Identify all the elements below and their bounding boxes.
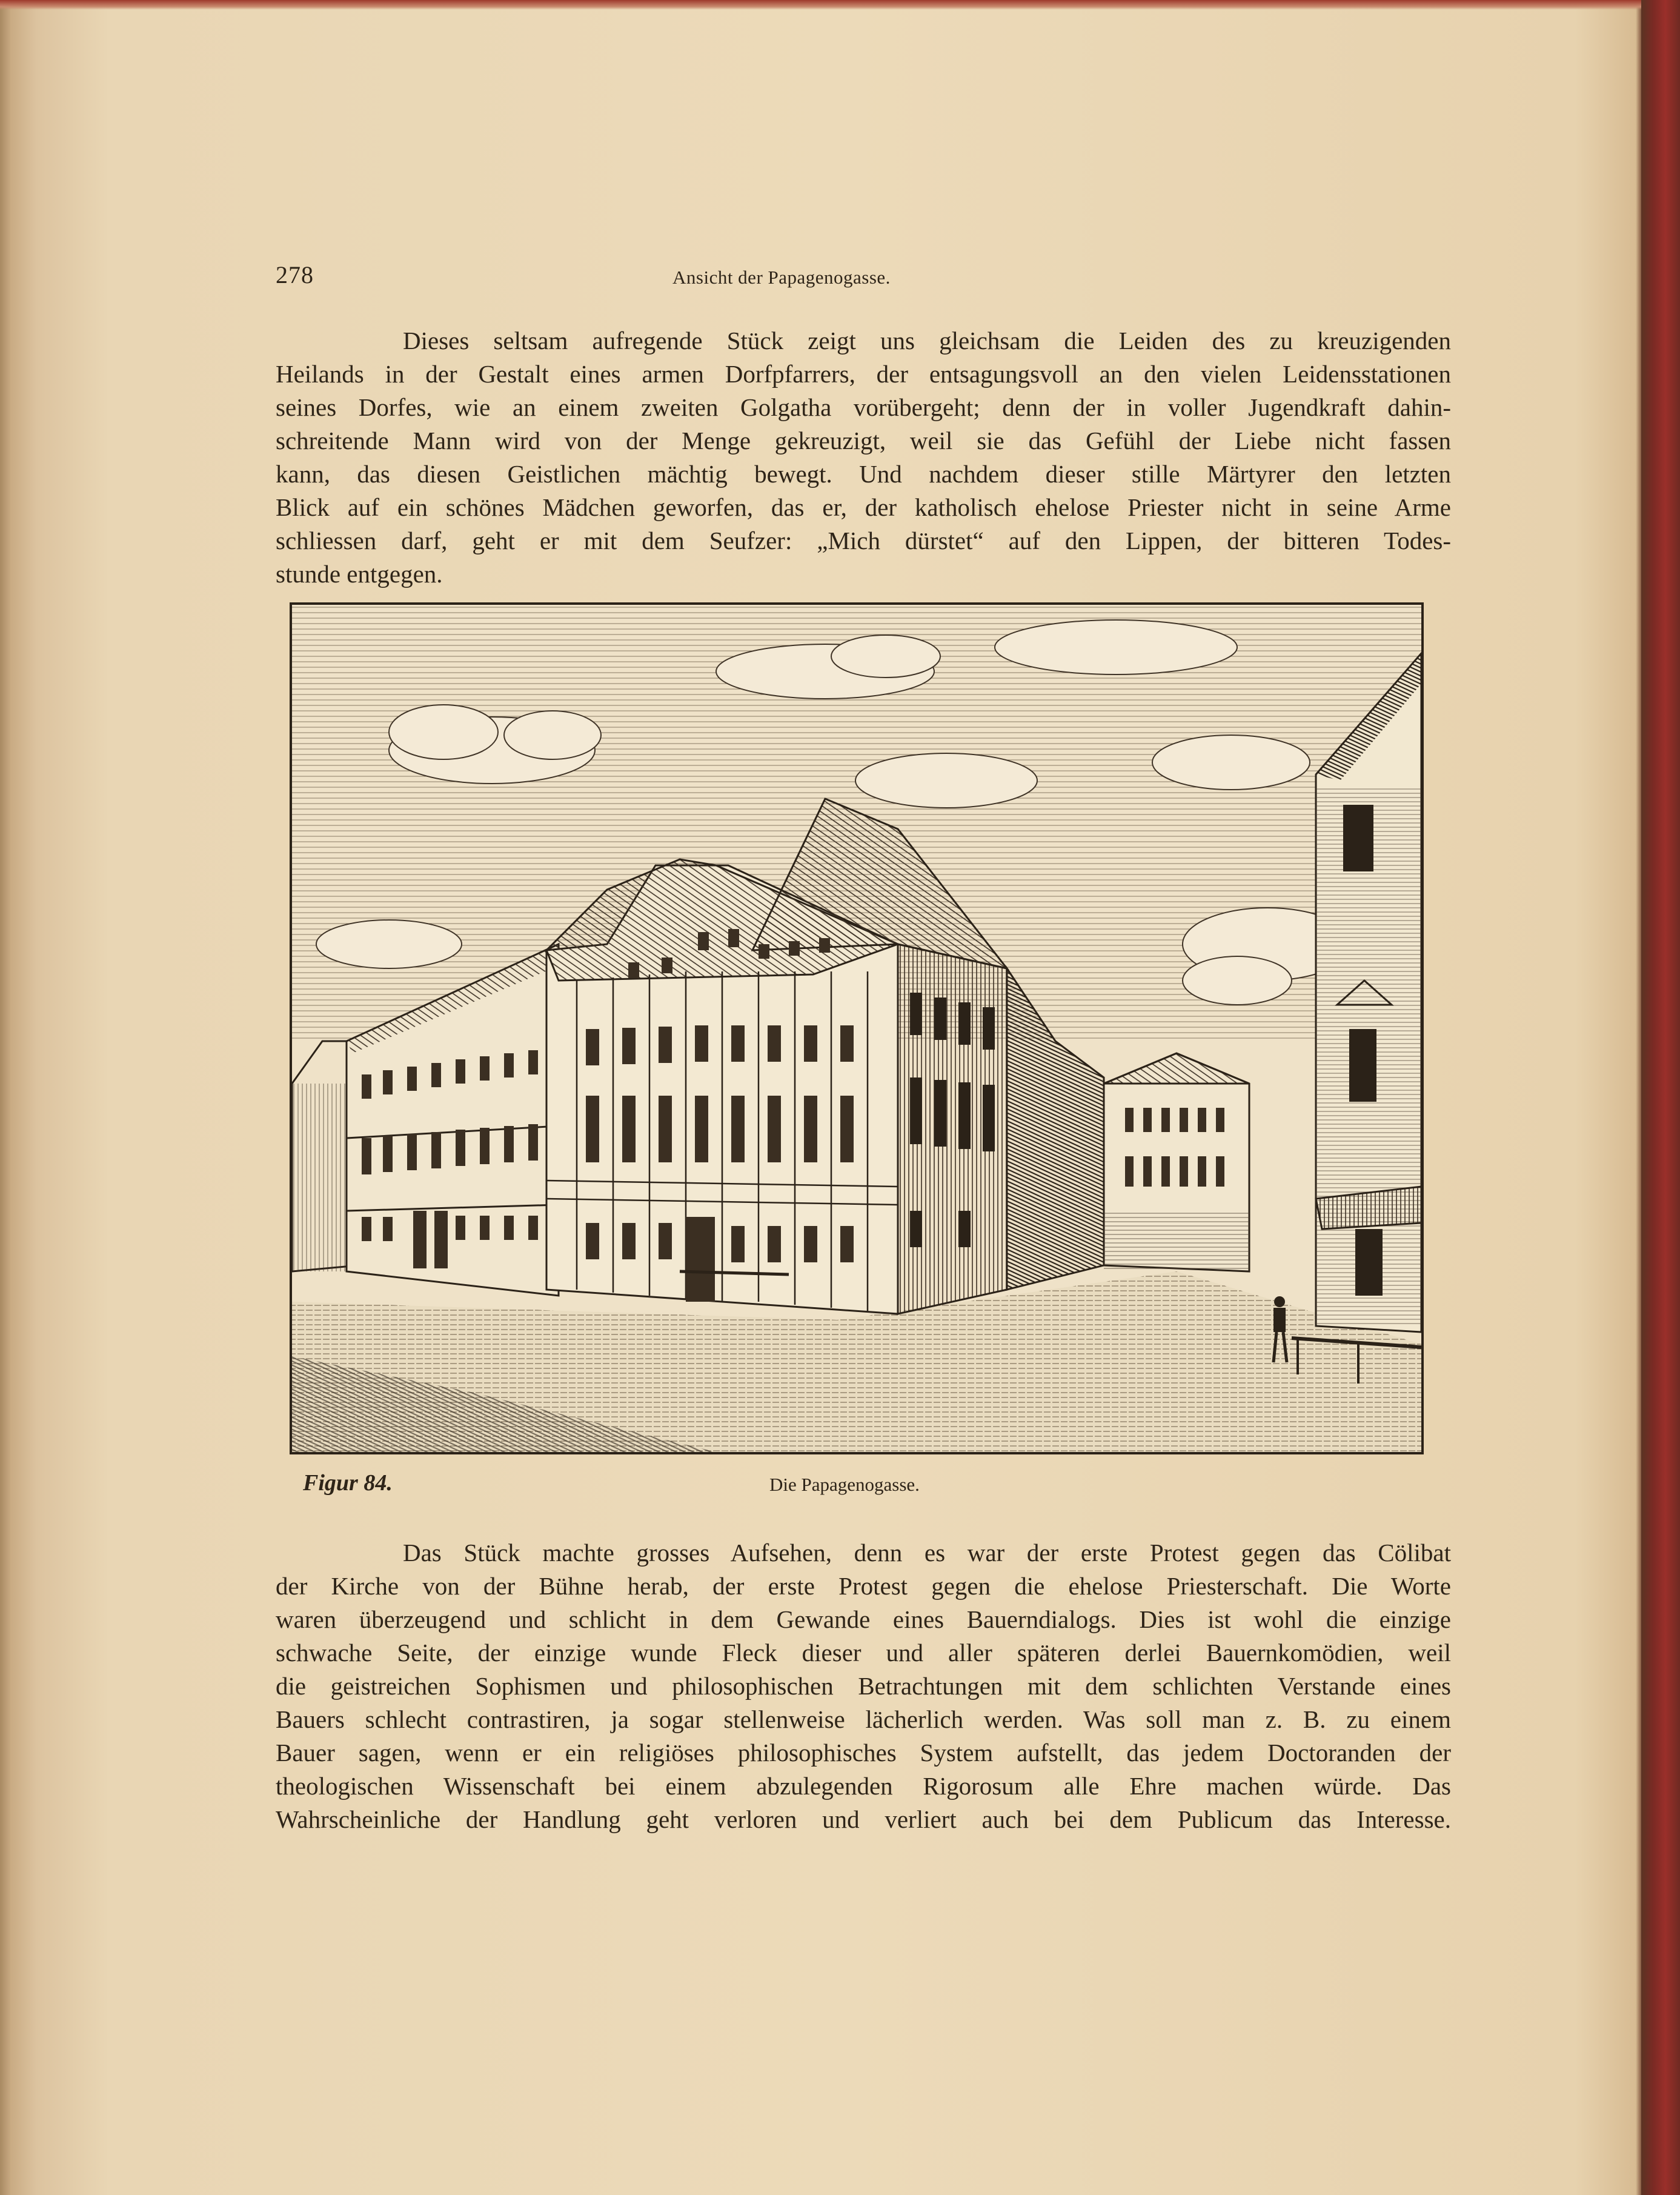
text-line: Das Stück machte grosses Aufsehen, denn es war der erste Protest gegen das Cölibat — [403, 1539, 1451, 1567]
text-line: die geistreichen Sophismen und philosophischen Betrachtungen mit dem schlichten Verstande eines — [276, 1672, 1451, 1700]
text-line: Heilands in der Gestalt eines armen Dorfpfarrers, der entsagungsvoll an den vielen Leidensstationen — [276, 360, 1451, 388]
text-line: waren überzeugend und schlicht in dem Gewande eines Bauerndialogs. Dies ist wohl die einzige — [276, 1605, 1451, 1633]
text-line: schreitende Mann wird von der Menge gekreuzigt, weil sie das Gefühl der Liebe nicht fassen — [276, 427, 1451, 455]
text-line: Bauer sagen, wenn er ein religiöses philosophisches System aufstellt, das jedem Doctoranden der — [276, 1739, 1451, 1767]
paragraph-1 — [276, 324, 1451, 591]
text-line: Blick auf ein schönes Mädchen geworfen, das er, der katholisch ehelose Priester nicht in seine Arme — [276, 493, 1451, 521]
top-edge — [0, 0, 1680, 10]
figure-label: Figur 84. — [303, 1470, 393, 1496]
text-line: Dieses seltsam aufregende Stück zeigt uns gleichsam die Leiden des zu kreuzigenden — [403, 327, 1451, 355]
text-line: Bauers schlecht contrastiren, ja sogar stellenweise lächerlich werden. Was soll man z. B. zu einem — [276, 1705, 1451, 1733]
text-line: stunde entgegen. — [276, 560, 443, 588]
text-line: schwache Seite, der einzige wunde Fleck dieser und aller späteren derlei Bauernkomödien, weil — [276, 1639, 1451, 1667]
running-title: Ansicht der Papagenogasse. — [672, 267, 891, 288]
street-scene-engraving — [292, 605, 1421, 1452]
text-line: Wahrscheinliche der Handlung geht verloren und verliert auch bei dem Publicum das Interesse. — [276, 1805, 1451, 1833]
text-line: der Kirche von der Bühne herab, der erste Protest gegen die ehelose Priesterschaft. Die Worte — [276, 1572, 1451, 1600]
text-line: kann, das diesen Geistlichen mächtig bewegt. Und nachdem dieser stille Märtyrer den letzten — [276, 460, 1451, 488]
book-spine — [1641, 0, 1680, 2195]
text-line: theologischen Wissenschaft bei einem abzulegenden Rigorosum alle Ehre machen würde. Das — [276, 1772, 1451, 1800]
figure-caption: Die Papagenogasse. — [769, 1474, 920, 1495]
paragraph-2 — [276, 1536, 1451, 1836]
page-number: 278 — [276, 261, 314, 288]
text-line: schliessen darf, geht er mit dem Seufzer: „Mich dürstet“ auf den Lippen, der bitteren Todes- — [276, 527, 1451, 555]
text-line: seines Dorfes, wie an einem zweiten Golgatha vorübergeht; denn der in voller Jugendkraft dahin- — [276, 393, 1451, 421]
engraving-illustration — [290, 602, 1424, 1454]
